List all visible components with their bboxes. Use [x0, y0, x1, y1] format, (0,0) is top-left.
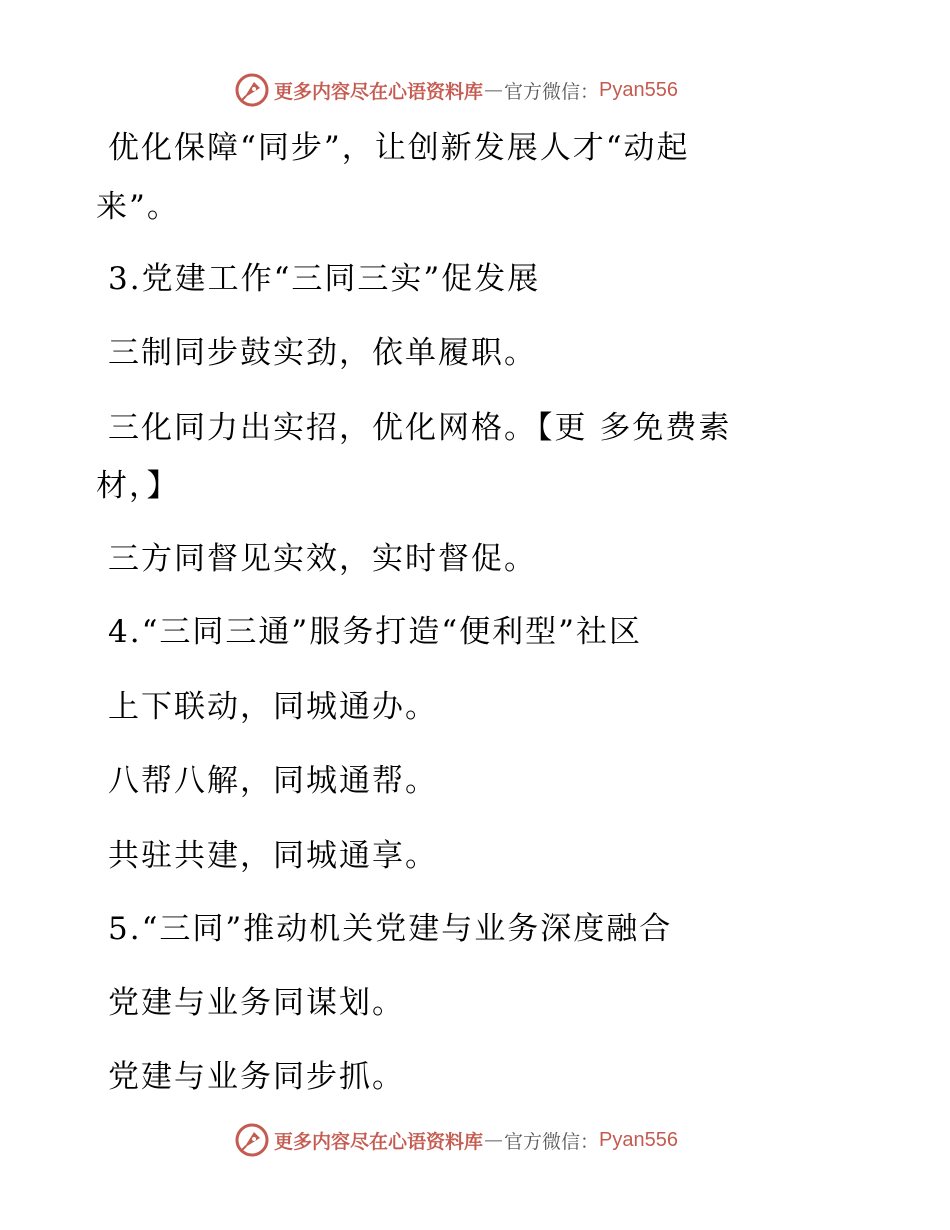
section-heading-4: 4.“三同三通”服务打造“便利型”社区	[108, 614, 642, 650]
watermark-wechat-id: Pyan556	[599, 78, 678, 101]
body-line-7: 三方同督见实效，实时督促。	[108, 541, 537, 577]
body-line-13: 党建与业务同谋划。	[108, 985, 405, 1021]
body-line-9: 上下联动，同城通办。	[108, 689, 438, 725]
body-line-11: 共驻共建，同城通享。	[108, 838, 438, 874]
body-line-1: 优化保障“同步”，让创新发展人才“动起	[108, 130, 690, 166]
body-line-2: 来”。	[96, 189, 180, 225]
watermark-dash: —	[484, 1129, 504, 1151]
watermark-text: 更多内容尽在心语资料库	[274, 1130, 484, 1153]
pen-nib-logo-icon	[234, 72, 270, 108]
body-line-6: 材，】	[96, 468, 180, 504]
watermark-text: 更多内容尽在心语资料库	[274, 80, 484, 103]
section-heading-5: 5.“三同”推动机关党建与业务深度融合	[108, 911, 673, 947]
body-line-10: 八帮八解，同城通帮。	[108, 763, 438, 799]
section-heading-3: 3.党建工作“三同三实”促发展	[108, 261, 541, 297]
watermark-wechat-label: 官方微信：	[504, 80, 600, 103]
watermark-dash: —	[484, 79, 504, 101]
watermark-wechat-label: 官方微信：	[504, 1130, 600, 1153]
footer-watermark	[234, 1120, 678, 1160]
watermark-wechat-id: Pyan556	[599, 1128, 678, 1151]
header-watermark	[234, 70, 678, 110]
body-line-14: 党建与业务同步抓。	[108, 1059, 405, 1095]
pen-nib-logo-icon	[234, 1122, 270, 1158]
body-line-5: 三化同力出实招，优化网格。【更 多免费素	[108, 410, 732, 446]
body-line-4: 三制同步鼓实劲，依单履职。	[108, 335, 537, 371]
